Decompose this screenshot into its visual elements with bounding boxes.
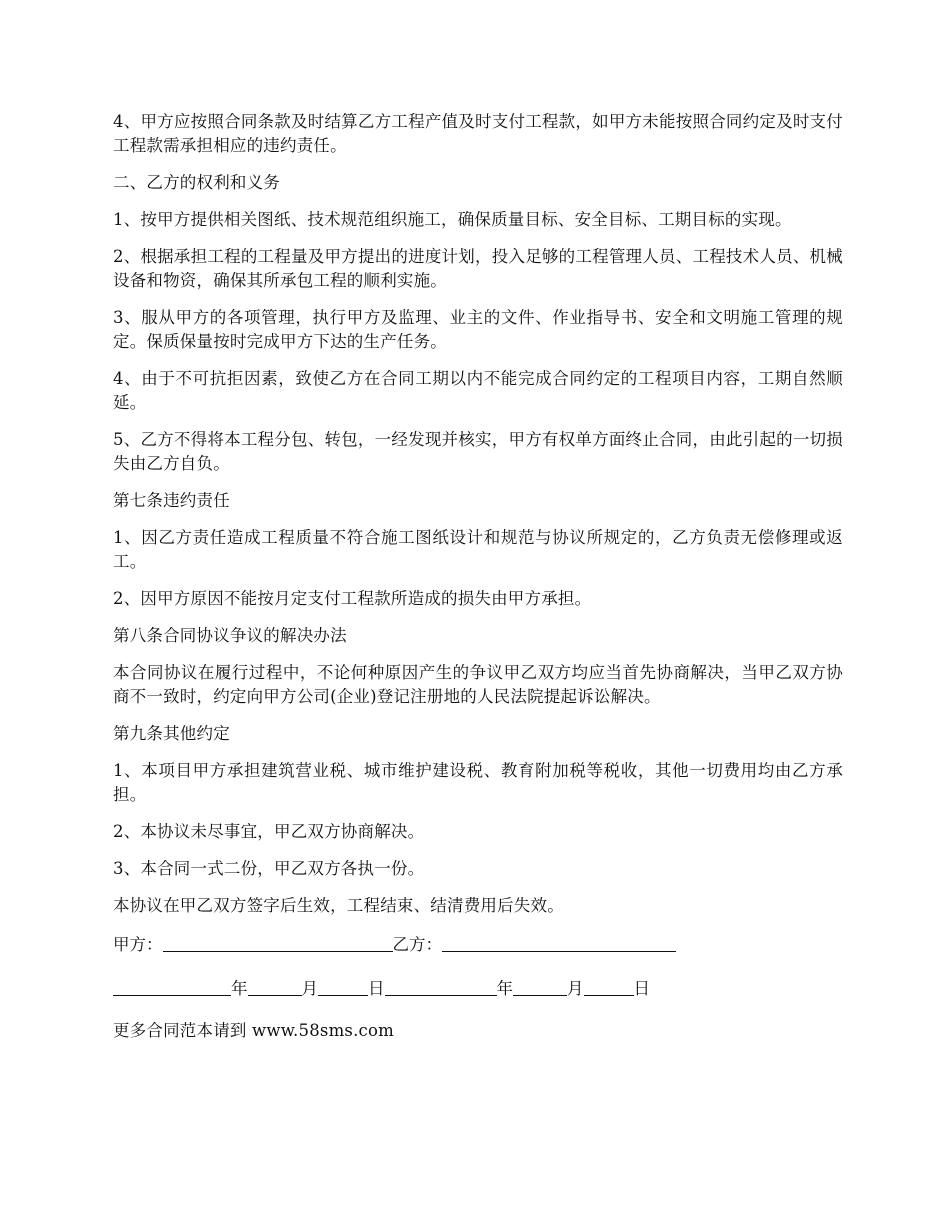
party-b-item-3: 3、服从甲方的各项管理，执行甲方及监理、业主的文件、作业指导书、安全和文明施工管理的规定。保质保量按时完成甲方下达的生产任务。 xyxy=(113,308,843,351)
party-b-item-2: 2、根据承担工程的工程量及甲方提出的进度计划，投入足够的工程管理人员、工程技术人员、机械设备和物资，确保其所承包工程的顺利实施。 xyxy=(113,247,843,290)
party-b-item-5: 5、乙方不得将本工程分包、转包，一经发现并核实，甲方有权单方面终止合同，由此引起的一切损失由乙方自负。 xyxy=(113,430,843,473)
article-9-item-3: 3、本合同一式二份，甲乙双方各执一份。 xyxy=(113,859,425,878)
article-7-item-2: 2、因甲方原因不能按月定支付工程款所造成的损失由甲方承担。 xyxy=(113,589,592,608)
article-9-heading: 第九条其他约定 xyxy=(113,724,230,743)
month-label: 月 xyxy=(301,979,318,998)
year-label-2: 年 xyxy=(496,979,513,998)
party-a-month-blank xyxy=(248,977,302,996)
article-9-item-1: 1、本项目甲方承担建筑营业税、城市维护建设税、教育附加税等税收，其他一切费用均由乙方承担。 xyxy=(113,761,843,804)
day-label: 日 xyxy=(368,979,385,998)
party-b-year-blank xyxy=(385,977,497,996)
party-a-year-blank xyxy=(113,977,231,996)
footer-link-text: 更多合同范本请到 www.58sms.com xyxy=(113,1021,394,1040)
article-9-item-2: 2、本协议未尽事宜，甲乙双方协商解决。 xyxy=(113,822,425,841)
party-b-item-4: 4、由于不可抗拒因素，致使乙方在合同工期以内不能完成合同约定的工程项目内容，工期自然顺延。 xyxy=(113,369,843,412)
date-line xyxy=(113,975,843,1001)
section-heading-party-b: 二、乙方的权利和义务 xyxy=(113,173,280,192)
party-b-label: 乙方： xyxy=(392,935,442,954)
day-label-2: 日 xyxy=(633,979,650,998)
party-b-item-1: 1、按甲方提供相关图纸、技术规范组织施工，确保质量目标、安全目标、工期目标的实现。 xyxy=(113,210,792,229)
party-b-day-blank xyxy=(584,977,634,996)
article-8-body: 本合同协议在履行过程中，不论何种原因产生的争议甲乙双方均应当首先协商解决，当甲乙双方协商不一致时，约定向甲方公司(企业)登记注册地的人民法院提起诉讼解决。 xyxy=(113,663,843,706)
year-label: 年 xyxy=(231,979,248,998)
article-8-heading: 第八条合同协议争议的解决办法 xyxy=(113,626,347,645)
effective-clause: 本协议在甲乙双方签字后生效，工程结束、结清费用后失效。 xyxy=(113,896,564,915)
article-7-item-1: 1、因乙方责任造成工程质量不符合施工图纸设计和规范与协议所规定的，乙方负责无偿修理或返工。 xyxy=(113,528,843,571)
party-a-label: 甲方： xyxy=(113,935,163,954)
signature-line xyxy=(113,931,843,957)
party-b-month-blank xyxy=(513,977,567,996)
party-a-signature-blank xyxy=(163,933,393,952)
month-label-2: 月 xyxy=(567,979,584,998)
party-a-day-blank xyxy=(318,977,368,996)
clause-4-payment: 4、甲方应按照合同条款及时结算乙方工程产值及时支付工程款，如甲方未能按照合同约定及时支付工程款需承担相应的违约责任。 xyxy=(113,112,843,155)
party-b-signature-blank xyxy=(442,933,676,952)
article-7-heading: 第七条违约责任 xyxy=(113,491,230,510)
document-body xyxy=(113,110,843,1056)
